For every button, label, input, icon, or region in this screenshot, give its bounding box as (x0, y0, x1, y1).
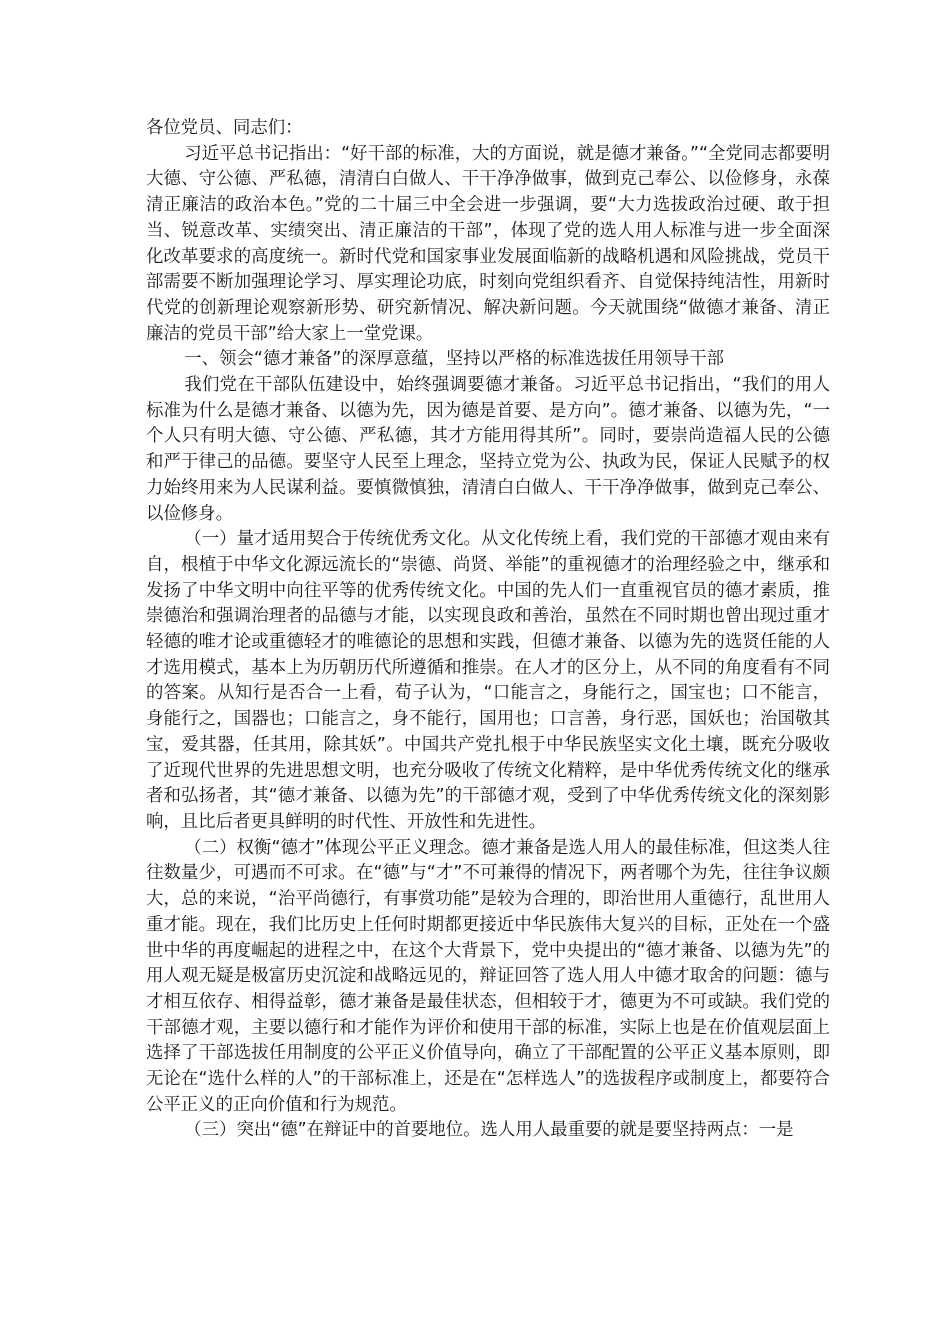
document-page (146, 116, 830, 1144)
subsection-paragraph-three: （三）突出“德”在辩证中的首要地位。选人用人最重要的就是要坚持两点：一是 (184, 1120, 794, 1141)
intro-paragraph: 习近平总书记指出：“好干部的标准，大的方面说，就是德才兼备。”“全党同志都要明大德、守公德、严私德，清清白白做人、干干净净做事，做到克己奉公、以俭修身，永葆清正廉洁的政治本色。”党的二十届三中全会进一步强调，要“大力选拔政治过硬、敢于担当、锐意改革、实绩突出、清正廉洁的干部”，体现了党的选人用人标准与进一步全面深化改革要求的高度统一。新时代党和国家事业发展面临新的战略机遇和风险挑战，党员干部需要不断加强理论学习、厚实理论功底，时刻向党组织看齐、自觉保持纯洁性，用新时代党的创新理论观察新形势、研究新情况、解决新问题。今天就围绕“做德才兼备、清正廉洁的党员干部”给大家上一堂党课。 (146, 143, 830, 344)
subsection-paragraph-one: （一）量才适用契合于传统优秀文化。从文化传统上看，我们党的干部德才观由来有自，根植于中华文化源远流长的“崇德、尚贤、举能”的重视德才的治理经验之中，继承和发扬了中华文明中向往平等的优秀传统文化。中国的先人们一直重视官员的德才素质，推崇德治和强调治理者的品德与才能，以实现良政和善治，虽然在不同时期也曾出现过重才轻德的唯才论或重德轻才的唯德论的思想和实践，但德才兼备、以德为先的选贤任能的人才选用模式，基本上为历朝历代所遵循和推崇。在人才的区分上，从不同的角度看有不同的答案。从知行是否合一上看，荀子认为，“口能言之，身能行之，国宝也；口不能言，身能行之，国器也；口能言之，身不能行，国用也；口言善，身行恶，国妖也；治国敬其宝，爱其器，任其用，除其妖”。中国共产党扎根于中华民族坚实文化土壤，既充分吸收了近现代世界的先进思想文明，也充分吸收了传统文化精粹，是中华优秀传统文化的继承者和弘扬者，其“德才兼备、以德为先”的干部德才观，受到了中华优秀传统文化的深刻影响，且比后者更具鲜明的时代性、开放性和先进性。 (146, 529, 830, 832)
salutation: 各位党员、同志们： (146, 118, 303, 138)
section-heading-one: 一、领会“德才兼备”的深厚意蕴，坚持以严格的标准选拔任用领导干部 (184, 349, 725, 370)
subsection-paragraph-two: （二）权衡“德才”体现公平正义理念。德才兼备是选人用人的最佳标准，但这类人往往数量少，可遇而不可求。在“德”与“才”不可兼得的情况下，两者哪个为先，往往争议颇大，总的来说，“治平尚德行，有事赏功能”是较为合理的，即治世用人重德行，乱世用人重才能。现在，我们比历史上任何时期都更接近中华民族伟大复兴的目标，正处在一个盛世中华的再度崛起的进程之中，在这个大背景下，党中央提出的“德才兼备、以德为先”的用人观无疑是极富历史沉淀和战略远见的，辩证回答了选人用人中德才取舍的问题：德与才相互依存、相得益彰，德才兼备是最佳状态，但相较于才，德更为不可或缺。我们党的干部德才观，主要以德行和才能作为评价和使用干部的标准，实际上也是在价值观层面上选择了干部选拔任用制度的公平正义价值导向，确立了干部配置的公平正义基本原则，即无论在“选什么样的人”的干部标准上，还是在“怎样选人”的选拔程序或制度上，都要符合公平正义的正向价值和行为规范。 (146, 837, 830, 1115)
body-paragraph: 我们党在干部队伍建设中，始终强调要德才兼备。习近平总书记指出，“我们的用人标准为什么是德才兼备、以德为先，因为德是首要、是方向”。德才兼备、以德为先，“一个人只有明大德、守公德、严私德，其才方能用得其所”。同时，要崇尚造福人民的公德和严于律己的品德。要坚守人民至上理念，坚持立党为公、执政为民，保证人民赋予的权力始终用来为人民谋利益。要慎微慎独，清清白白做人、干干净净做事，做到克己奉公、以俭修身。 (146, 375, 830, 524)
